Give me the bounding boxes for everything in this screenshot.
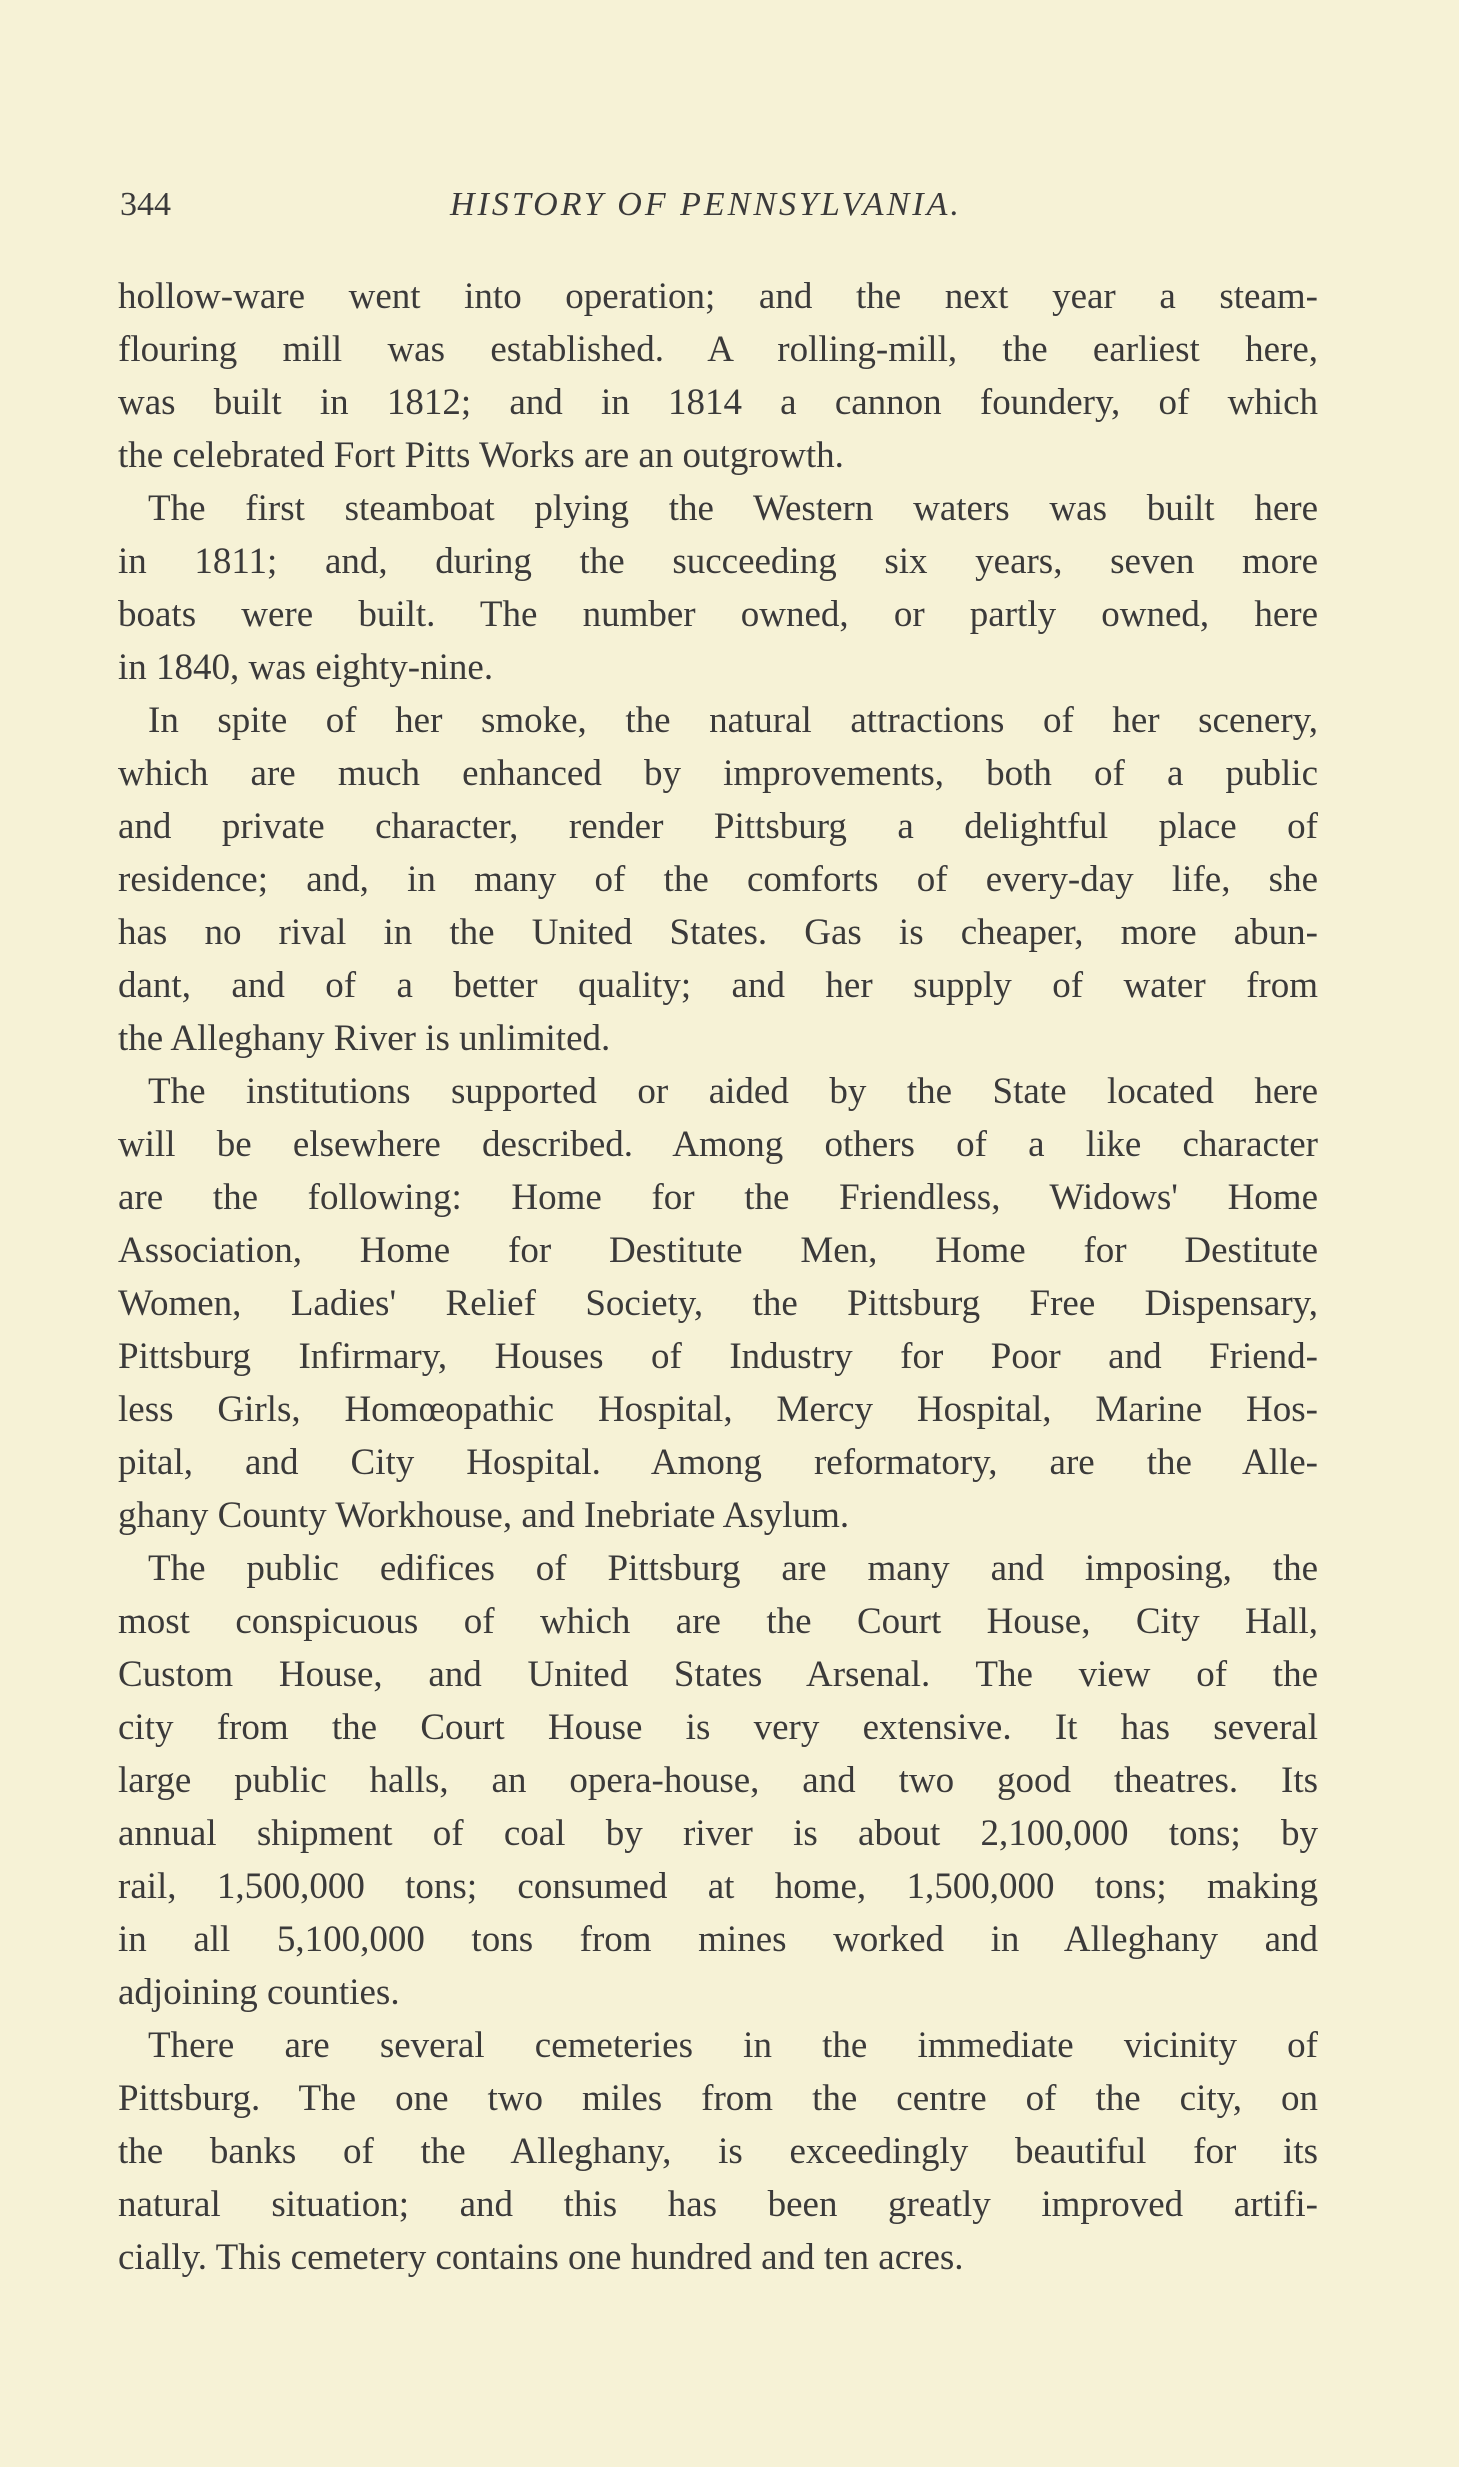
running-title: HISTORY OF PENNSYLVANIA. bbox=[450, 186, 962, 223]
text-line: large public halls, an opera-house, and two good theatres. Its bbox=[118, 1760, 1318, 1801]
text-line: pital, and City Hospital. Among reformatory, are the Alle- bbox=[118, 1442, 1318, 1483]
text-line: adjoining counties. bbox=[118, 1972, 400, 2013]
text-line: most conspicuous of which are the Court House, City Hall, bbox=[118, 1601, 1318, 1642]
text-line: boats were built. The number owned, or partly owned, here bbox=[118, 594, 1318, 635]
text-line: the Alleghany River is unlimited. bbox=[118, 1018, 611, 1059]
text-line: less Girls, Homœopathic Hospital, Mercy Hospital, Marine Hos- bbox=[118, 1389, 1318, 1430]
text-line: was built in 1812; and in 1814 a cannon foundery, of which bbox=[118, 382, 1318, 423]
text-line: residence; and, in many of the comforts of every-day life, she bbox=[118, 859, 1318, 900]
text-line: in all 5,100,000 tons from mines worked in Alleghany and bbox=[118, 1919, 1318, 1960]
text-line: dant, and of a better quality; and her supply of water from bbox=[118, 965, 1318, 1006]
text-line: In spite of her smoke, the natural attractions of her scenery, bbox=[148, 700, 1318, 741]
text-line: which are much enhanced by improvements, both of a public bbox=[118, 753, 1318, 794]
text-line: ghany County Workhouse, and Inebriate Asylum. bbox=[118, 1495, 850, 1536]
text-line: Association, Home for Destitute Men, Home for Destitute bbox=[118, 1230, 1318, 1271]
text-line: Pittsburg Infirmary, Houses of Industry for Poor and Friend- bbox=[118, 1336, 1318, 1377]
text-line: in 1811; and, during the succeeding six years, seven more bbox=[118, 541, 1318, 582]
text-line: has no rival in the United States. Gas is cheaper, more abun- bbox=[118, 912, 1318, 953]
text-line: The institutions supported or aided by the State located here bbox=[148, 1071, 1318, 1112]
text-line: The public edifices of Pittsburg are many and imposing, the bbox=[148, 1548, 1318, 1589]
text-line: flouring mill was established. A rolling-mill, the earliest here, bbox=[118, 329, 1318, 370]
text-line: are the following: Home for the Friendless, Widows' Home bbox=[118, 1177, 1318, 1218]
text-line: natural situation; and this has been greatly improved artifi- bbox=[118, 2184, 1318, 2225]
text-line: rail, 1,500,000 tons; consumed at home, 1,500,000 tons; making bbox=[118, 1866, 1318, 1907]
running-header bbox=[120, 186, 1320, 236]
text-line: The first steamboat plying the Western waters was built here bbox=[148, 488, 1318, 529]
text-line: Pittsburg. The one two miles from the centre of the city, on bbox=[118, 2078, 1318, 2119]
text-line: city from the Court House is very extensive. It has several bbox=[118, 1707, 1318, 1748]
text-line: in 1840, was eighty-nine. bbox=[118, 647, 494, 688]
text-line: the banks of the Alleghany, is exceedingly beautiful for its bbox=[118, 2131, 1318, 2172]
text-line: annual shipment of coal by river is about 2,100,000 tons; by bbox=[118, 1813, 1318, 1854]
page-number: 344 bbox=[120, 186, 171, 223]
text-line: and private character, render Pittsburg a delightful place of bbox=[118, 806, 1318, 847]
text-line: Custom House, and United States Arsenal. The view of the bbox=[118, 1654, 1318, 1695]
text-line: There are several cemeteries in the immediate vicinity of bbox=[148, 2025, 1318, 2066]
text-line: the celebrated Fort Pitts Works are an outgrowth. bbox=[118, 435, 844, 476]
page-body bbox=[118, 270, 1318, 2284]
text-line: cially. This cemetery contains one hundred and ten acres. bbox=[118, 2237, 964, 2278]
text-line: will be elsewhere described. Among others of a like character bbox=[118, 1124, 1318, 1165]
text-line: Women, Ladies' Relief Society, the Pittsburg Free Dispensary, bbox=[118, 1283, 1318, 1324]
text-line: hollow-ware went into operation; and the next year a steam- bbox=[118, 276, 1318, 317]
